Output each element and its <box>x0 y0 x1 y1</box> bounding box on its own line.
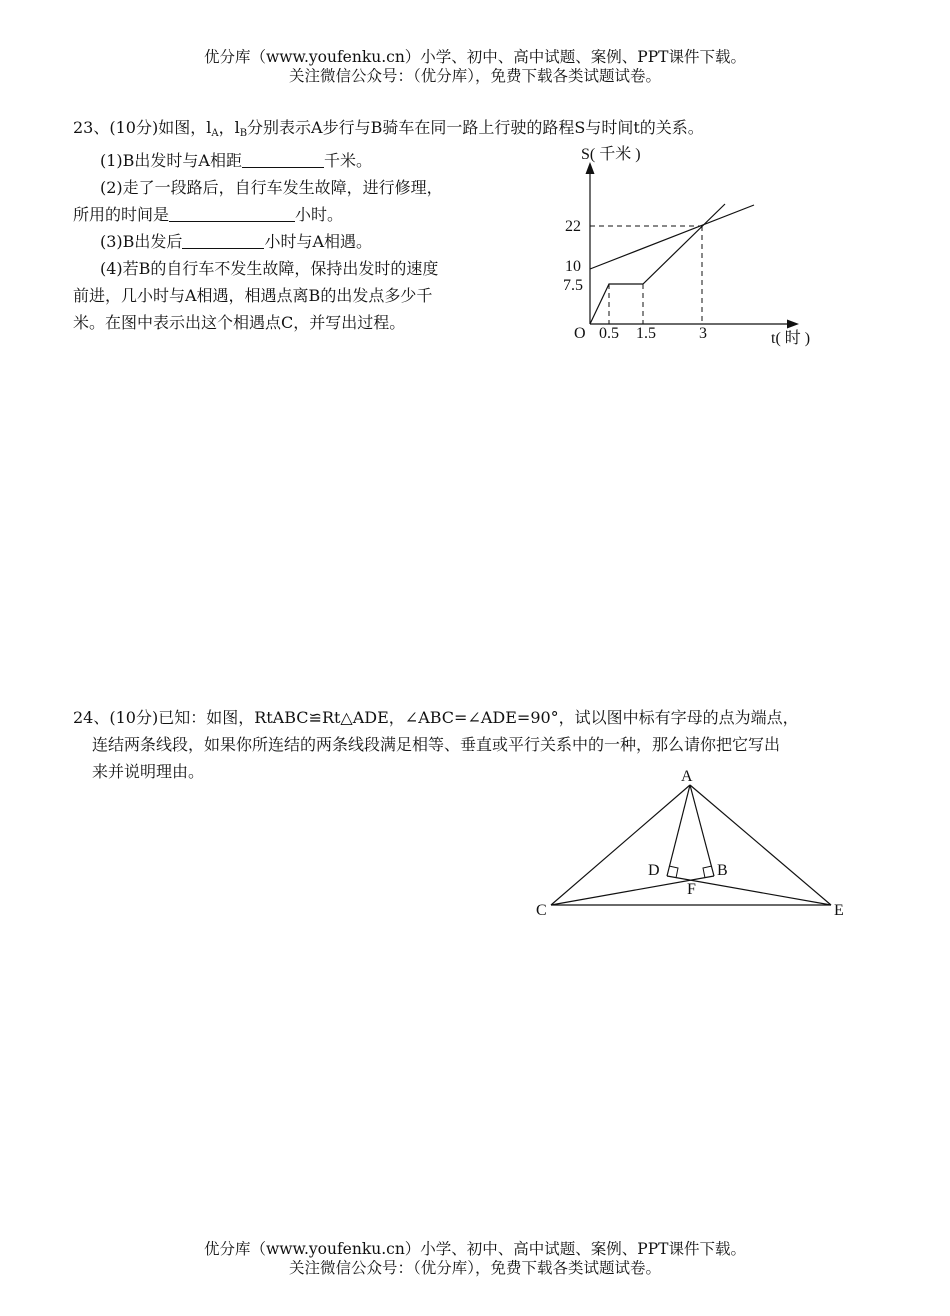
segment-AE <box>690 785 831 905</box>
origin-label: O <box>574 325 586 342</box>
y-axis-label: S( 千米 ) <box>581 146 641 163</box>
q23-intro: 23、(10分)如图，$l_A$，$l_B$分别表示A步行与B骑车在同一路上行驶的路程S与时间t的关系。 <box>73 118 704 139</box>
footer-line-2: 关注微信公众号：（优分库），免费下载各类试题试卷。 <box>288 1259 661 1277</box>
y-tick-22: 22 <box>565 218 581 235</box>
header-line-1: 优分库（www.youfenku.cn）小学、初中、高中试题、案例、PPT课件下载。 <box>203 48 747 66</box>
x-axis-arrow <box>787 320 799 329</box>
triangle-figure <box>0 740 950 940</box>
header-line-2: 关注微信公众号：（优分库），免费下载各类试题试卷。 <box>288 67 661 85</box>
q23-part-3: (3)B出发后 小时与A相遇。 <box>100 232 372 251</box>
page-footer <box>0 1240 950 1278</box>
label-D: D <box>648 862 660 879</box>
x-axis-label: t( 时 ) <box>771 330 811 347</box>
q23-part-2-cont: 所用的时间是 小时。 <box>73 205 344 224</box>
label-E: E <box>834 902 844 919</box>
x-tick-1.5: 1.5 <box>636 325 656 342</box>
y-tick-7.5: 7.5 <box>563 277 583 294</box>
q23-part-2: (2)走了一段路后，自行车发生故障，进行修理， <box>100 178 443 197</box>
label-B: B <box>717 862 728 879</box>
q23-part-4-cont2: 米。在图中表示出这个相遇点C，并写出过程。 <box>73 313 406 332</box>
q24-line-2: 连结两条线段，如果你所连结的两条线段满足相等、垂直或平行关系中的一种，那么请你把它写出 <box>92 735 781 754</box>
q24-line-1: 24、(10分)已知：如图，RtABC≌Rt△ADE，∠ABC=∠ADE=90°，试以图中标有字母的点为端点， <box>73 708 799 727</box>
x-tick-3: 3 <box>699 325 707 342</box>
label-A: A <box>681 768 693 785</box>
q23-part-1: (1)B出发时与A相距 千米。 <box>100 151 372 170</box>
distance-time-graph <box>0 0 950 360</box>
label-F: F <box>687 881 696 898</box>
q23-part-4: (4)若B的自行车不发生故障，保持出发时的速度 <box>100 259 439 278</box>
q24-line-3: 来并说明理由。 <box>92 762 205 781</box>
footer-line-1: 优分库（www.youfenku.cn）小学、初中、高中试题、案例、PPT课件下载。 <box>203 1240 747 1258</box>
line-lA <box>590 205 754 269</box>
x-tick-0.5: 0.5 <box>599 325 619 342</box>
segment-AC <box>551 785 690 905</box>
segment-AB <box>690 785 714 876</box>
line-lB <box>590 204 725 324</box>
y-axis-arrow <box>586 162 595 174</box>
segment-AD <box>667 785 690 876</box>
y-tick-10: 10 <box>565 258 581 275</box>
label-C: C <box>536 902 547 919</box>
q23-part-4-cont: 前进，几小时与A相遇，相遇点离B的出发点多少千 <box>73 286 433 305</box>
